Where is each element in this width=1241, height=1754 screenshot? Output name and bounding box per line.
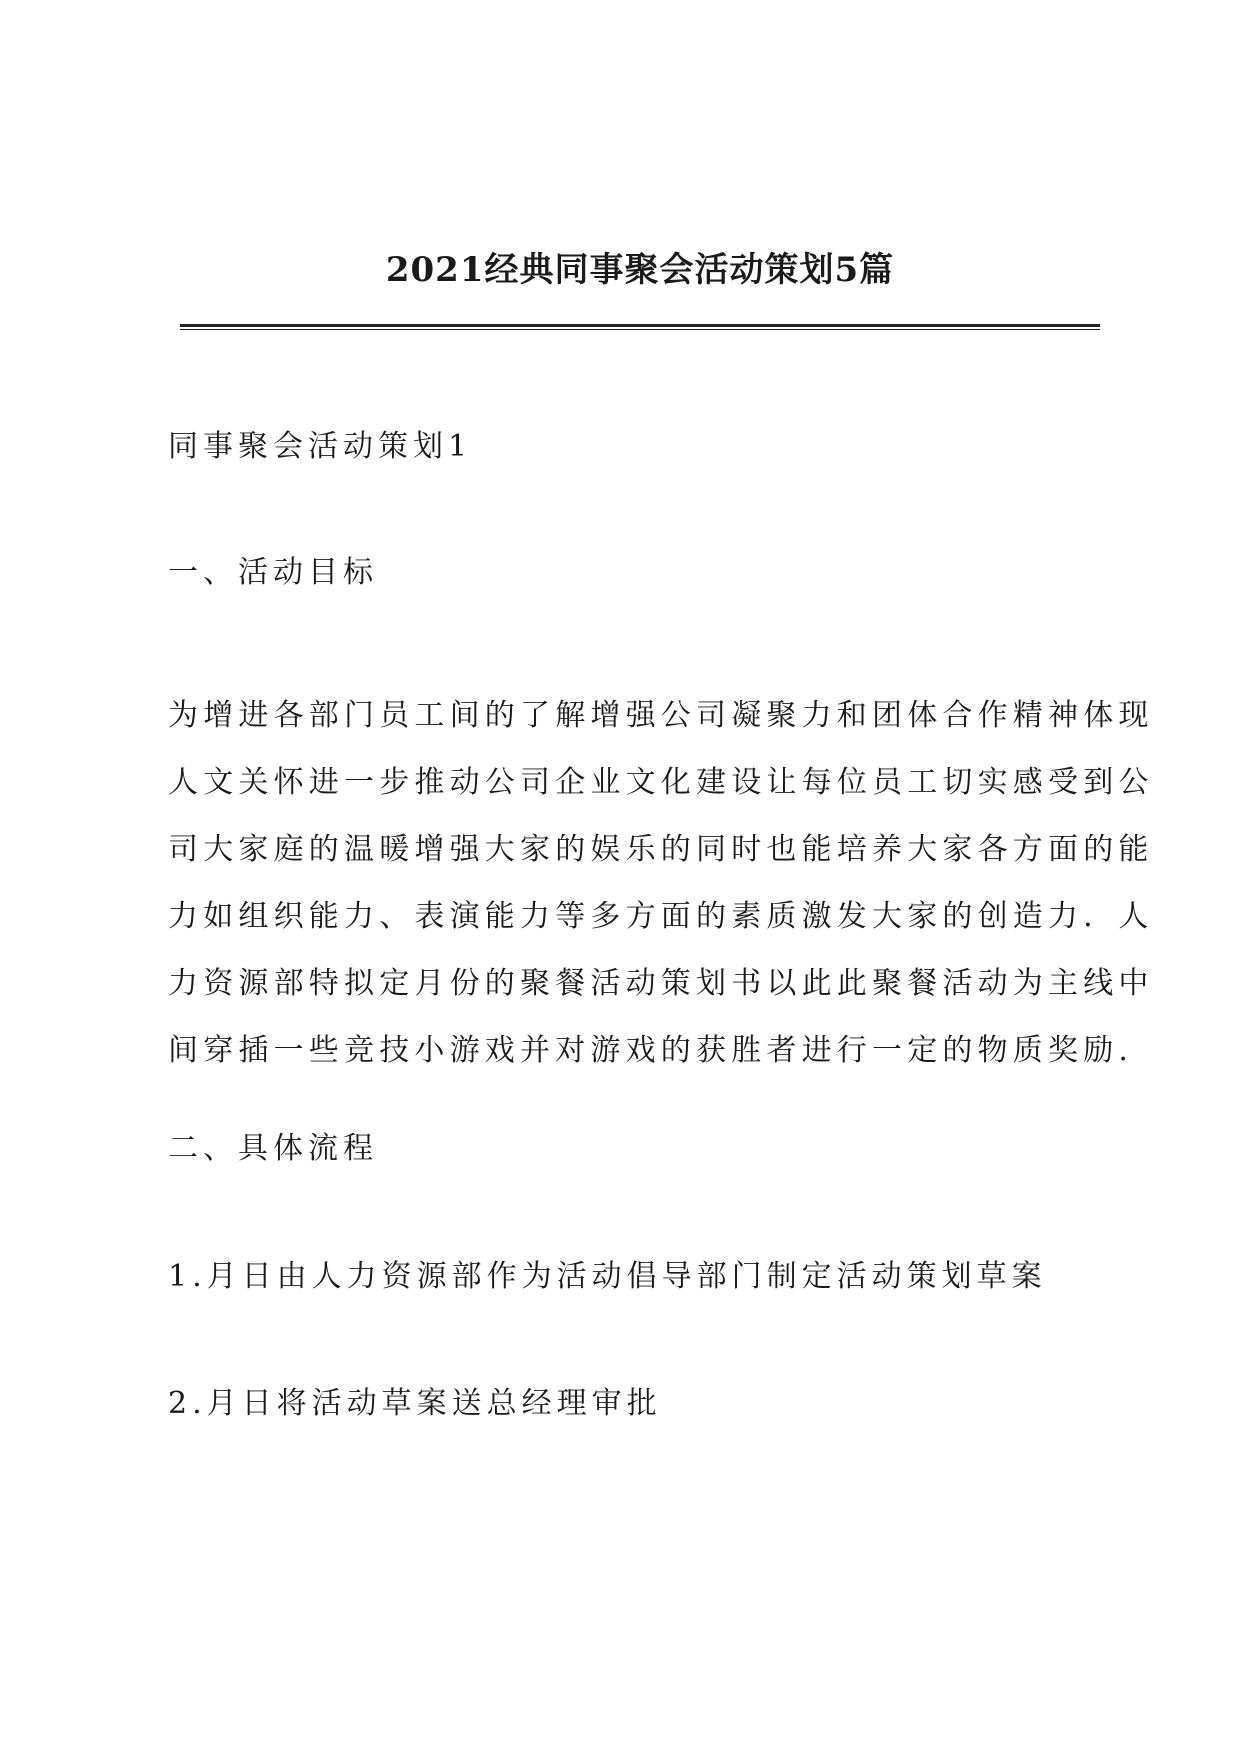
goals-paragraph bbox=[168, 682, 1154, 1084]
document-title: 2021经典同事聚会活动策划5篇 bbox=[385, 250, 895, 290]
paragraph-line: 司大家庭的温暖增强大家的娱乐的同时也能培养大家各方面的能 bbox=[168, 832, 1154, 867]
process-item: 2.月日将活动草案送总经理审批 bbox=[168, 1386, 662, 1421]
paragraph-line: 力资源部特拟定月份的聚餐活动策划书以此此聚餐活动为主线中 bbox=[168, 966, 1154, 1001]
section-heading-process: 二、具体流程 bbox=[168, 1131, 378, 1166]
paragraph-line: 间穿插一些竞技小游戏并对游戏的获胜者进行一定的物质奖励. bbox=[168, 1033, 1134, 1068]
paragraph-line: 为增进各部门员工间的了解增强公司凝聚力和团体合作精神体现 bbox=[168, 698, 1154, 733]
paragraph-line: 力如组织能力、表演能力等多方面的素质激发大家的创造力．人 bbox=[168, 899, 1154, 934]
title-divider bbox=[180, 324, 1100, 330]
section-heading-goals: 一、活动目标 bbox=[168, 555, 378, 590]
process-item: 1.月日由人力资源部作为活动倡导部门制定活动策划草案 bbox=[168, 1259, 1047, 1294]
paragraph-line: 人文关怀进一步推动公司企业文化建设让每位员工切实感受到公 bbox=[168, 765, 1154, 800]
document-subtitle: 同事聚会活动策划1 bbox=[168, 429, 473, 464]
